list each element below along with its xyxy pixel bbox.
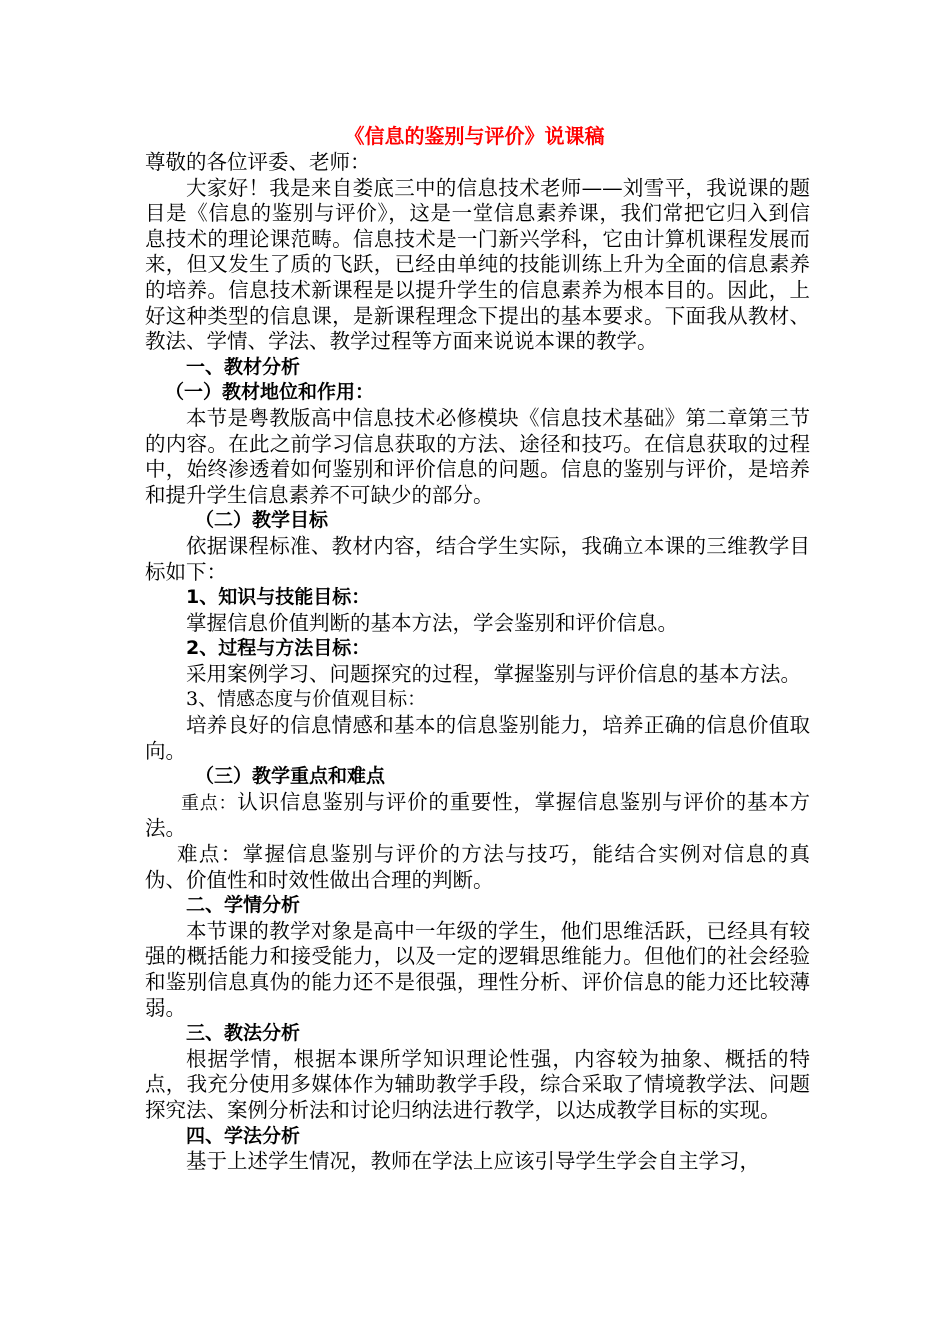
- key-point-text: 认识信息鉴别与评价的重要性，掌握信息鉴别与评价的基本方法。: [145, 789, 811, 841]
- difficult-point-label: 难点：: [177, 842, 243, 867]
- goal-3-heading: 3、情感态度与价值观目标：: [186, 688, 427, 711]
- section-2-text: 本节课的教学对象是高中一年级的学生，他们思维活跃，已经具有较强的概括能力和接受能力，以及一定的逻辑思维能力。但他们的社会经验和鉴别信息真伪的能力还不是很强，理性分析、评价信息的能力还比较薄弱。: [145, 918, 810, 1020]
- section-1-3-heading: （三）教学重点和难点: [195, 765, 386, 788]
- document-page: [145, 122, 810, 1175]
- key-point-label: 重点：: [181, 792, 238, 814]
- goal-2-heading: 2、过程与方法目标：: [186, 637, 371, 660]
- document-title: 《信息的鉴别与评价》说课稿: [344, 124, 605, 148]
- section-1-heading: 一、教材分析: [186, 355, 301, 378]
- section-1-1-heading: （一）教材地位和作用：: [165, 381, 375, 404]
- greeting: 尊敬的各位评委、老师：: [145, 150, 371, 174]
- section-1-2-heading: （二）教学目标: [195, 509, 329, 532]
- intro-paragraph: 大家好！我是来自娄底三中的信息技术老师——刘雪平，我说课的题目是《信息的鉴别与评价》，这是一堂信息素养课，我们常把它归入到信息技术的理论课范畴。信息技术是一门新兴学科，它由计算机课程发展而来，但又发生了质的飞跃，已经由单纯的技能训练上升为全面的信息素养的培养。信息技术新课程是以提升学生的信息素养为根本目的。因此，上好这种类型的信息课，是新课程理念下提出的基本要求。下面我从教材、教法、学情、学法、教学过程等方面来说说本课的教学。: [145, 175, 810, 354]
- key-point-paragraph: [145, 790, 810, 842]
- goal-1-text: 掌握信息价值判断的基本方法，学会鉴别和评价信息。: [186, 610, 678, 635]
- section-3-heading: 三、教法分析: [186, 1022, 301, 1045]
- section-1-2-text: 依据课程标准、教材内容，结合学生实际，我确立本课的三维教学目标如下：: [145, 533, 810, 584]
- section-1-1-text: 本节是粤教版高中信息技术必修模块《信息技术基础》第二章第三节的内容。在此之前学习信息获取的方法、途径和技巧。在信息获取的过程中，始终渗透着如何鉴别和评价信息的问题。信息的鉴别与评价，是培养和提升学生信息素养不可缺少的部分。: [145, 405, 810, 507]
- section-3-text: 根据学情，根据本课所学知识理论性强，内容较为抽象、概括的特点，我充分使用多媒体作为辅助教学手段，综合采取了情境教学法、问题探究法、案例分析法和讨论归纳法进行教学，以达成教学目标的实现。: [145, 1046, 810, 1122]
- section-4-text: 基于上述学生情况，教师在学法上应该引导学生学会自主学习，: [186, 1149, 760, 1174]
- section-4-heading: 四、学法分析: [186, 1124, 301, 1147]
- goal-1-heading: 1、知识与技能目标：: [186, 586, 371, 609]
- goal-3-text: 培养良好的信息情感和基本的信息鉴别能力，培养正确的信息价值取向。: [145, 713, 810, 763]
- difficult-point-text: 掌握信息鉴别与评价的方法与技巧，能结合实例对信息的真伪、价值性和时效性做出合理的判断。: [145, 842, 810, 892]
- goal-2-text: 采用案例学习、问题探究的过程，掌握鉴别与评价信息的基本方法。: [186, 661, 801, 686]
- difficult-point-paragraph: [145, 842, 810, 893]
- section-2-heading: 二、学情分析: [186, 894, 301, 917]
